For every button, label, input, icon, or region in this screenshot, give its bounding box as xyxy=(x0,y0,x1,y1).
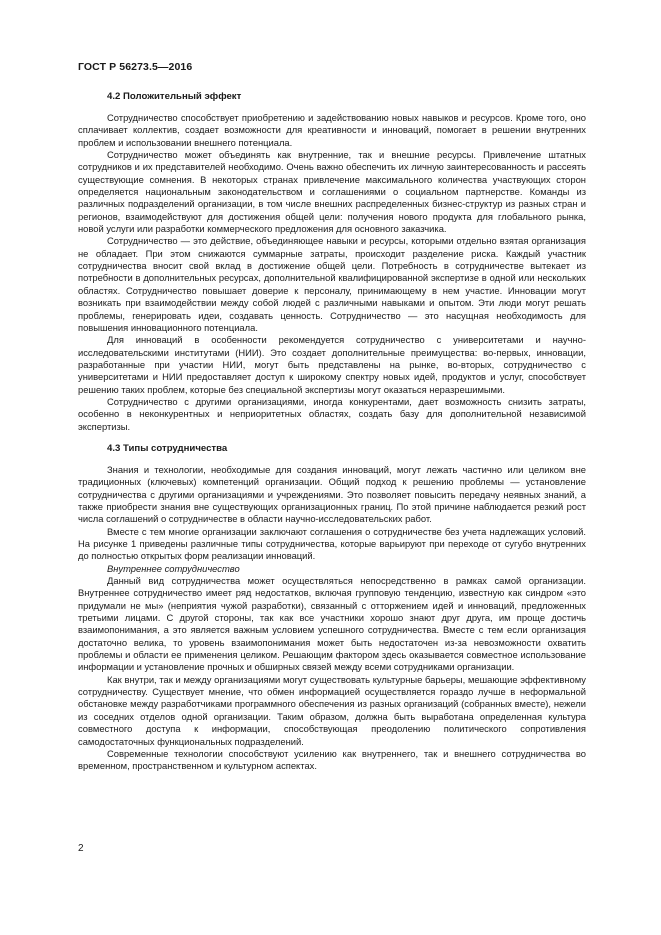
paragraph: Сотрудничество — это действие, объединяющее навыки и ресурсы, которыми отдельно взятая организация не обладает. При этом снижаются суммарные затраты, происходит разделение риска. Каждый участник сотрудничества вносит свой вклад в достижение общей цели. Потребность в сотрудничестве вытекает из потребности в дополнительных ресурсах, дополнительной квалифицированной экспертизе в одной или нескольких областях. Сотрудничество повышает доверие к персоналу, принимающему в нем участие. Инновации могут возникать при взаимодействии между собой людей с различными навыками и опытом. Эти люди могут решать проблемы, генерировать идеи, создавать ценность. Сотрудничество — это насущная необходимость для повышения инновационного потенциала. xyxy=(78,235,586,333)
paragraph: Данный вид сотрудничества может осуществляться непосредственно в рамках самой организации. Внутреннее сотрудничество имеет ряд недостатков, включая групповую тенденцию, известную как синдром «это придумали не мы» (неприятия чужой разработки), связанный с отторжением идей и инноваций, предложенных третьими лицами. С другой стороны, так как все участники хорошо знают друг друга, им проще достичь взаимопонимания, а это является важным условием успешного сотрудничества. Вместе с тем если организация достаточно велика, то уровень взаимопонимания может быть недостаточен из-за невозможности охватить проблемы и области ее применения целиком. Решающим фактором здесь оказывается совместное использование информации и установление прочных и обширных связей между всеми сотрудниками организации. xyxy=(78,575,586,673)
document-body xyxy=(78,90,586,773)
paragraph: Сотрудничество может объединять как внутренние, так и внешние ресурсы. Привлечение штатных сотрудников и их представителей необходимо. Очень важно обеспечить их личную заинтересованность и рассеять существующие сомнения. В некоторых странах привлечение максимального количества участвующих сторон определяется национальным законодательством и соглашениями о социальном партнерстве. Команды из различных подразделений организации, в том числе внешних распределенных бизнес-структур из разных стран и регионов, взаимодействуют для достижения общей цели: получения нового продукта для глобального рынка, новой услуги или разработки коммерческого предложения для основного заказчика. xyxy=(78,149,586,235)
paragraph: Для инноваций в особенности рекомендуется сотрудничество с университетами и научно-исследовательскими институтами (НИИ). Это создает дополнительные преимущества: во-первых, инновации, разработанные при участии НИИ, могут быть представлены на рынке, во-вторых, сотрудничество с университетами и НИИ предоставляет доступ к широкому спектру новых идей, продуктов и услуг, способствует решению таких проблем, которые без специальной экспертизы могут оказаться неразрешимыми. xyxy=(78,334,586,395)
subheading-internal-cooperation: Внутреннее сотрудничество xyxy=(107,562,240,574)
section-title-4-2: 4.2 Положительный эффект xyxy=(107,91,242,102)
page-number: 2 xyxy=(78,843,84,854)
standard-header: ГОСТ Р 56273.5—2016 xyxy=(78,61,193,73)
paragraph: Сотрудничество с другими организациями, иногда конкурентами, дает возможность снизить затраты, особенно в неконкурентных и неприоритетных областях, создать базу для дополнительной независимой экспертизы. xyxy=(78,395,586,432)
paragraph: Современные технологии способствуют усилению как внутреннего, так и внешнего сотрудничества во временном, пространственном и культурном аспектах. xyxy=(78,747,586,772)
paragraph: Вместе с тем многие организации заключают соглашения о сотрудничестве без учета надлежащих условий. На рисунке 1 приведены различные типы сотрудничества, которые варьируют при переходе от сугубо внутренних до полностью открытых форм реализации инноваций. xyxy=(78,525,586,562)
paragraph: Сотрудничество способствует приобретению и задействованию новых навыков и ресурсов. Кроме того, оно сплачивает коллектив, создает возможности для креативности и инноваций, помогает в решении внутренних проблем и использовании внешнего потенциала. xyxy=(78,112,586,148)
section-title-4-3: 4.3 Типы сотрудничества xyxy=(107,442,228,454)
paragraph: Как внутри, так и между организациями могут существовать культурные барьеры, мешающие эффективному сотрудничеству. Существует мнение, что обмен информацией осуществляется гораздо лучше в неформальной обстановке между разработчиками программного обеспечения из разных организаций (собранных вместе), нежели из соседних отделов одной организации. Таким образом, должна быть выработана определенная культура совместного доступа к информации, способствующая преодолению политического сопротивления самодостаточных функциональных подразделений. xyxy=(78,673,586,747)
paragraph: Знания и технологии, необходимые для создания инноваций, могут лежать частично или целиком вне традиционных (ключевых) компетенций организации. Общий подход к решению проблемы — установление сотрудничества с другими организациями и учреждениями. Это позволяет повысить передачу неявных знаний, а также приобрести знания вне существующих организационных границ. По этой причине наблюдается резкий рост числа соглашений о сотрудничестве в области научно-исследовательских работ. xyxy=(78,463,586,525)
